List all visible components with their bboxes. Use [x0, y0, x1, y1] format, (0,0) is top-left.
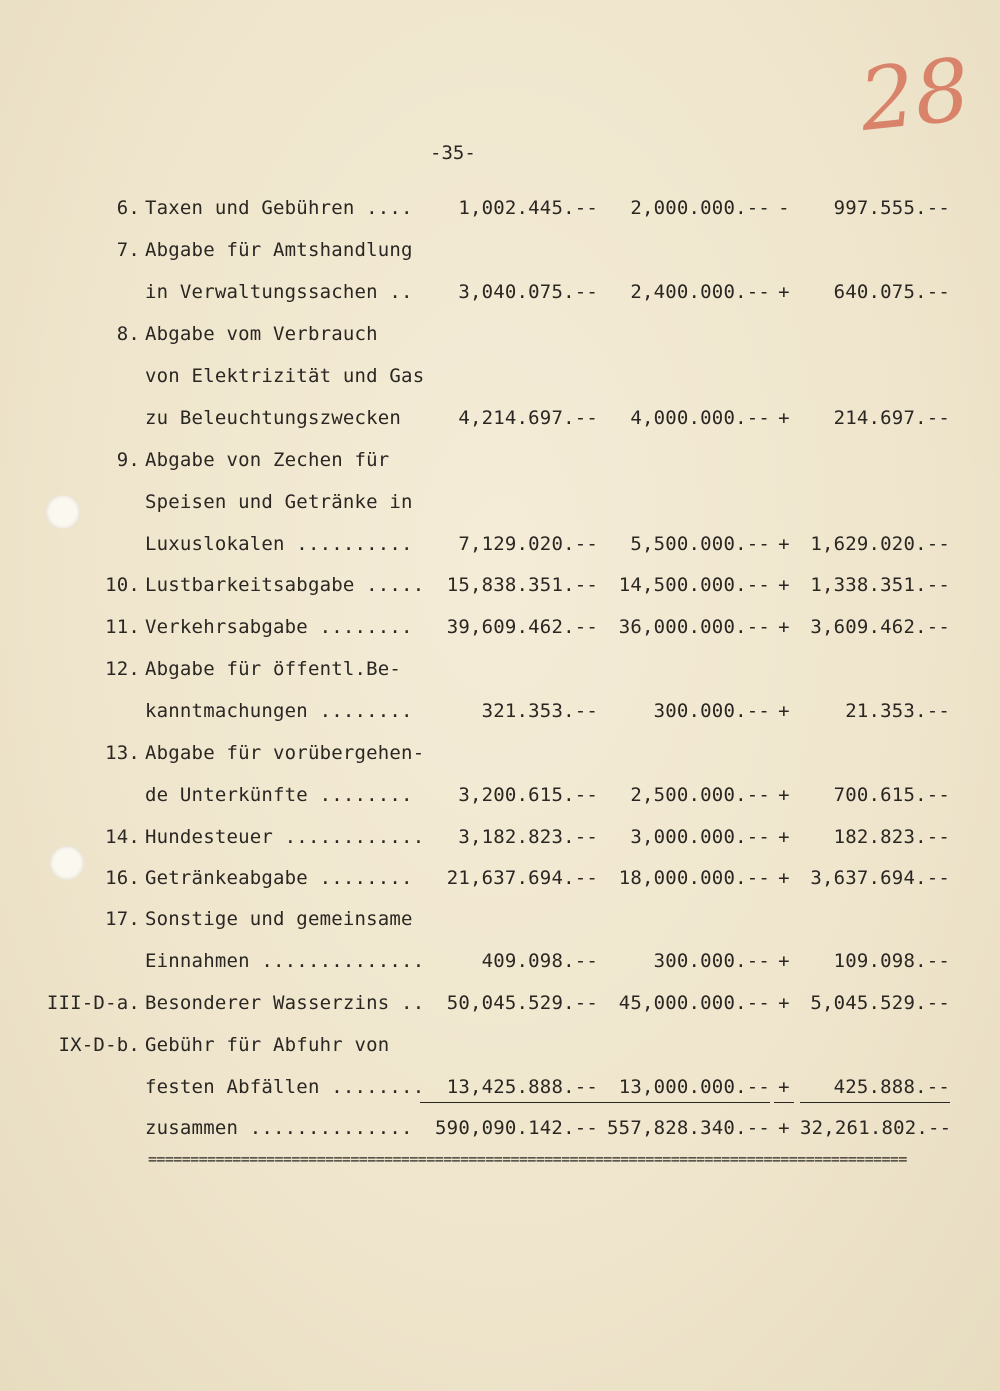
item-label: Abgabe für öffentl.Be- [145, 658, 402, 680]
table-row [0, 235, 1000, 265]
item-number: 13. [105, 742, 140, 764]
actual-amount: 21,637.694.-- [446, 867, 598, 889]
budget-amount: 18,000.000.-- [618, 867, 770, 889]
budget-amount: 5,500.000.-- [630, 533, 770, 555]
difference-sign: + [778, 1117, 790, 1139]
table-row [0, 863, 1000, 893]
item-label: Speisen und Getränke in [145, 491, 413, 513]
actual-amount: 7,129.020.-- [458, 533, 598, 555]
item-label: Einnahmen .............. [145, 950, 425, 972]
item-label: zusammen .............. [145, 1117, 413, 1139]
difference-sign: + [778, 867, 790, 889]
item-label: Getränkeabgabe ........ [145, 867, 413, 889]
budget-amount: 4,000.000.-- [630, 407, 770, 429]
actual-amount: 3,040.075.-- [458, 281, 598, 303]
budget-amount: 300.000.-- [653, 700, 770, 722]
item-label: Abgabe von Zechen für [145, 449, 390, 471]
item-number: 14. [105, 826, 140, 848]
budget-amount: 2,500.000.-- [630, 784, 770, 806]
budget-amount: 2,400.000.-- [630, 281, 770, 303]
item-label: in Verwaltungssachen .. [145, 281, 413, 303]
table-row [0, 696, 1000, 726]
table-row [0, 487, 1000, 517]
difference-amount: 1,629.020.-- [810, 533, 950, 555]
item-number: 6. [116, 197, 140, 219]
item-label: Gebühr für Abfuhr von [145, 1034, 390, 1056]
item-number: 7. [116, 239, 140, 261]
item-label: Sonstige und gemeinsame [145, 908, 413, 930]
table-row [0, 780, 1000, 810]
difference-amount: 425.888.-- [800, 1072, 950, 1103]
budget-amount: 2,000.000.-- [630, 197, 770, 219]
difference-sign: + [778, 700, 790, 722]
actual-amount: 50,045.529.-- [446, 992, 598, 1014]
item-number: 16. [105, 867, 140, 889]
table-row [0, 445, 1000, 475]
item-label: kanntmachungen ........ [145, 700, 413, 722]
item-number: 17. [105, 908, 140, 930]
difference-amount: 109.098.-- [833, 950, 950, 972]
item-number: 12. [105, 658, 140, 680]
table-row [0, 988, 1000, 1018]
difference-sign: + [778, 950, 790, 972]
table-row [0, 904, 1000, 934]
budget-amount: 36,000.000.-- [618, 616, 770, 638]
item-number: 8. [116, 323, 140, 345]
difference-amount: 1,338.351.-- [810, 574, 950, 596]
actual-amount: 3,182.823.-- [458, 826, 598, 848]
table-row [0, 403, 1000, 433]
item-label: Hundesteuer ............ [145, 826, 425, 848]
item-number: 10. [105, 574, 140, 596]
difference-sign: + [778, 992, 790, 1014]
double-underline: ========================================================================================== [148, 1150, 907, 1168]
difference-sign: + [774, 1072, 794, 1103]
difference-sign: + [778, 533, 790, 555]
item-number: III-D-a. [46, 992, 140, 1014]
difference-amount: 21.353.-- [845, 700, 950, 722]
actual-amount: 4,214.697.-- [458, 407, 598, 429]
table-row [0, 1113, 1000, 1143]
budget-amount: 45,000.000.-- [618, 992, 770, 1014]
table-row [0, 654, 1000, 684]
table-row [0, 570, 1000, 600]
table-row [0, 529, 1000, 559]
difference-amount: 3,609.462.-- [810, 616, 950, 638]
item-label: Luxuslokalen .......... [145, 533, 413, 555]
difference-amount: 3,637.694.-- [810, 867, 950, 889]
difference-sign: + [778, 281, 790, 303]
actual-amount: 3,200.615.-- [458, 784, 598, 806]
item-label: de Unterkünfte ........ [145, 784, 413, 806]
actual-amount: 1,002.445.-- [458, 197, 598, 219]
table-row [0, 193, 1000, 223]
budget-amount: 14,500.000.-- [618, 574, 770, 596]
item-label: Taxen und Gebühren .... [145, 197, 413, 219]
item-label: Abgabe vom Verbrauch [145, 323, 378, 345]
budget-amount: 557,828.340.-- [607, 1117, 770, 1139]
page-number: -35- [430, 142, 476, 164]
table-row [0, 319, 1000, 349]
item-number: IX-D-b. [58, 1034, 140, 1056]
table-row [0, 1072, 1000, 1102]
difference-amount: 700.615.-- [833, 784, 950, 806]
table-row [0, 946, 1000, 976]
handwritten-folio-number: 28 [855, 40, 975, 151]
budget-amount: 3,000.000.-- [630, 826, 770, 848]
item-label: Verkehrsabgabe ........ [145, 616, 413, 638]
difference-amount: 5,045.529.-- [810, 992, 950, 1014]
actual-amount: 13,425.888.-- [420, 1072, 598, 1103]
item-label: festen Abfällen ........ [145, 1076, 425, 1098]
difference-sign: + [778, 826, 790, 848]
difference-sign: - [778, 197, 790, 219]
budget-amount: 13,000.000.-- [590, 1072, 770, 1103]
item-label: Abgabe für vorübergehen- [145, 742, 425, 764]
table-row [0, 1030, 1000, 1060]
actual-amount: 590,090.142.-- [435, 1117, 598, 1139]
budget-amount: 300.000.-- [653, 950, 770, 972]
difference-amount: 182.823.-- [833, 826, 950, 848]
table-row [0, 361, 1000, 391]
item-label: Besonderer Wasserzins .. [145, 992, 425, 1014]
item-number: 9. [116, 449, 140, 471]
table-row [0, 738, 1000, 768]
difference-sign: + [778, 407, 790, 429]
difference-amount: 214.697.-- [833, 407, 950, 429]
difference-amount: 32,261.802.-- [800, 1117, 952, 1139]
actual-amount: 15,838.351.-- [446, 574, 598, 596]
table-row [0, 822, 1000, 852]
difference-sign: + [778, 574, 790, 596]
item-label: zu Beleuchtungszwecken [145, 407, 402, 429]
actual-amount: 321.353.-- [481, 700, 598, 722]
item-label: Lustbarkeitsabgabe ..... [145, 574, 425, 596]
actual-amount: 39,609.462.-- [446, 616, 598, 638]
table-row [0, 277, 1000, 307]
difference-sign: + [778, 616, 790, 638]
difference-amount: 640.075.-- [833, 281, 950, 303]
difference-sign: + [778, 784, 790, 806]
item-number: 11. [105, 616, 140, 638]
table-row [0, 612, 1000, 642]
actual-amount: 409.098.-- [481, 950, 598, 972]
item-label: Abgabe für Amtshandlung [145, 239, 413, 261]
difference-amount: 997.555.-- [833, 197, 950, 219]
item-label: von Elektrizität und Gas [145, 365, 425, 387]
